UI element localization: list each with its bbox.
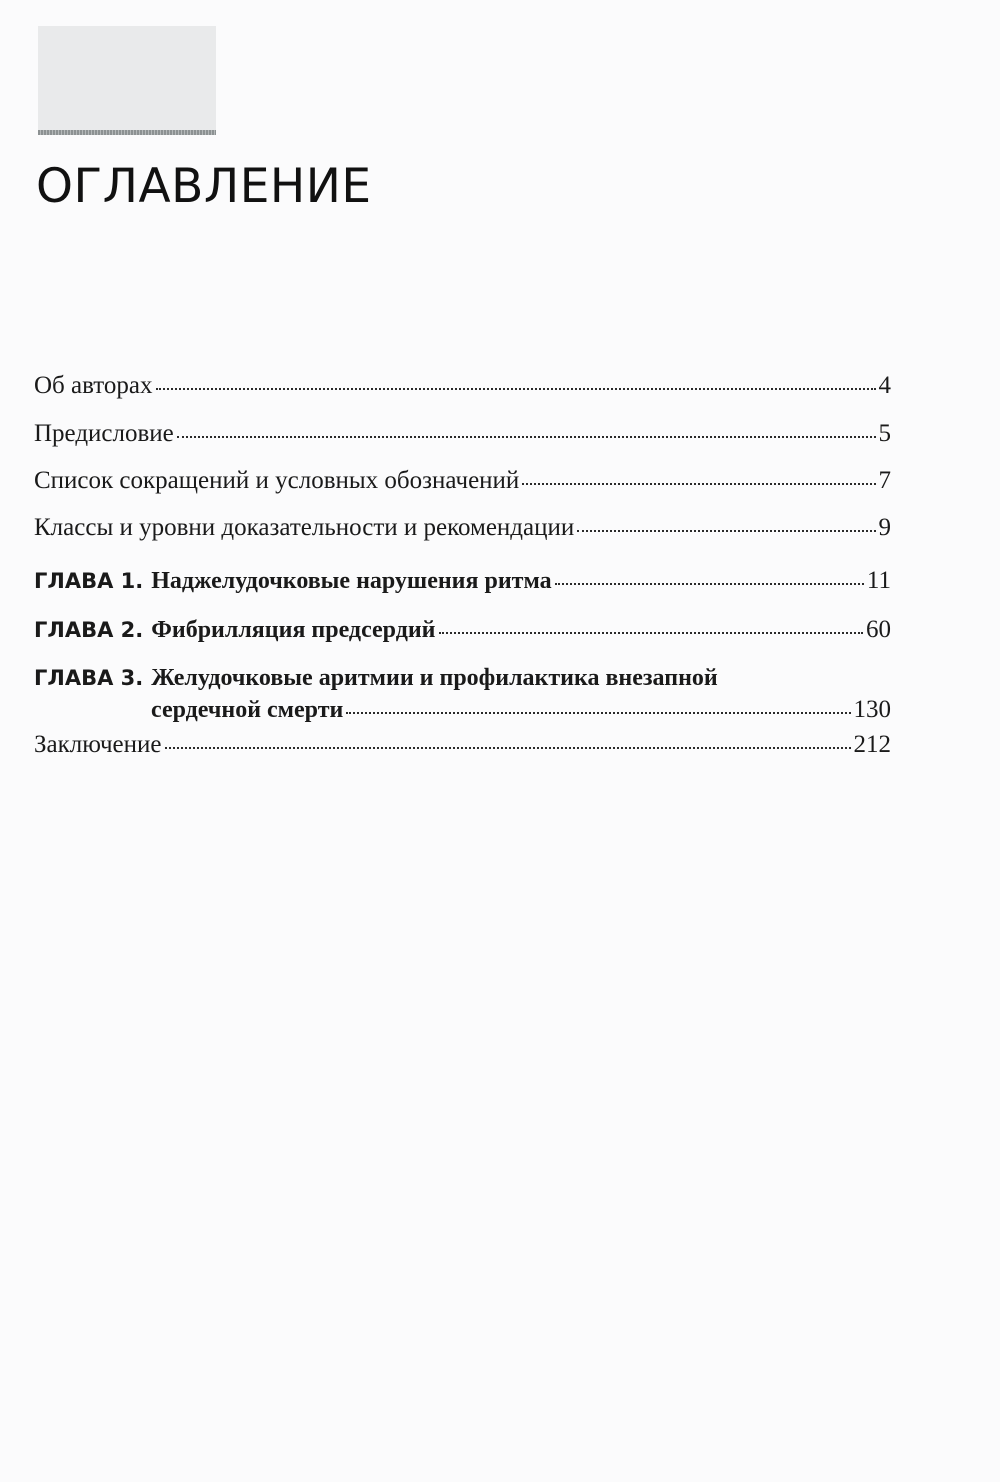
chapter-label-line-2: сердечной смерти xyxy=(151,697,344,723)
toc-entry-preface[interactable] xyxy=(34,419,891,448)
toc-entry-page: 130 xyxy=(853,696,891,723)
corner-decoration-block xyxy=(38,26,216,130)
dot-leader xyxy=(439,632,864,634)
toc-entry-page: 11 xyxy=(866,567,891,594)
chapter-number: ГЛАВА 1. xyxy=(34,569,144,593)
toc-entry-label: Заключение xyxy=(34,731,162,758)
toc-chapter-title xyxy=(34,567,552,596)
corner-decoration-rule xyxy=(38,130,216,135)
toc-entry-label: Классы и уровни доказательности и рекомендации xyxy=(34,514,575,541)
chapter-label: Наджелудочковые нарушения ритма xyxy=(151,568,552,594)
toc-entry-label: Предисловие xyxy=(34,420,174,447)
toc-chapter-title-continuation xyxy=(34,695,891,725)
toc-entry-page: 9 xyxy=(878,514,891,541)
chapter-number: ГЛАВА 3. xyxy=(34,666,144,690)
toc-entry-page: 4 xyxy=(878,372,891,399)
dot-leader xyxy=(346,712,850,714)
dot-leader xyxy=(522,483,875,485)
dot-leader xyxy=(577,530,875,532)
toc-entry-page: 7 xyxy=(878,467,891,494)
chapter-label-line-1: Желудочковые аритмии и профилактика внезапной xyxy=(151,665,718,691)
toc-entry-page: 60 xyxy=(866,616,891,643)
table-of-contents xyxy=(34,366,891,759)
dot-leader xyxy=(165,747,851,749)
toc-entry-abbreviations[interactable] xyxy=(34,466,891,495)
toc-entry-label: Список сокращений и условных обозначений xyxy=(34,467,520,494)
toc-entry-page: 5 xyxy=(878,420,891,447)
dot-leader xyxy=(177,436,876,438)
toc-entry-authors[interactable] xyxy=(34,371,891,400)
toc-chapter-2[interactable] xyxy=(34,615,891,645)
page-title: ОГЛАВЛЕНИЕ xyxy=(36,159,372,214)
toc-entry-evidence-classes[interactable] xyxy=(34,513,891,542)
toc-chapter-1[interactable] xyxy=(34,566,891,596)
toc-chapter-title xyxy=(34,664,891,693)
toc-entry-conclusion[interactable] xyxy=(34,730,891,759)
toc-entry-label: Об авторах xyxy=(34,372,153,399)
toc-entry-page: 212 xyxy=(853,731,891,758)
chapter-label: Фибрилляция предсердий xyxy=(151,617,436,643)
toc-chapter-title xyxy=(34,616,436,645)
dot-leader xyxy=(555,583,864,585)
chapter-number: ГЛАВА 2. xyxy=(34,618,144,642)
dot-leader xyxy=(156,388,876,390)
toc-chapter-3[interactable] xyxy=(34,664,891,725)
